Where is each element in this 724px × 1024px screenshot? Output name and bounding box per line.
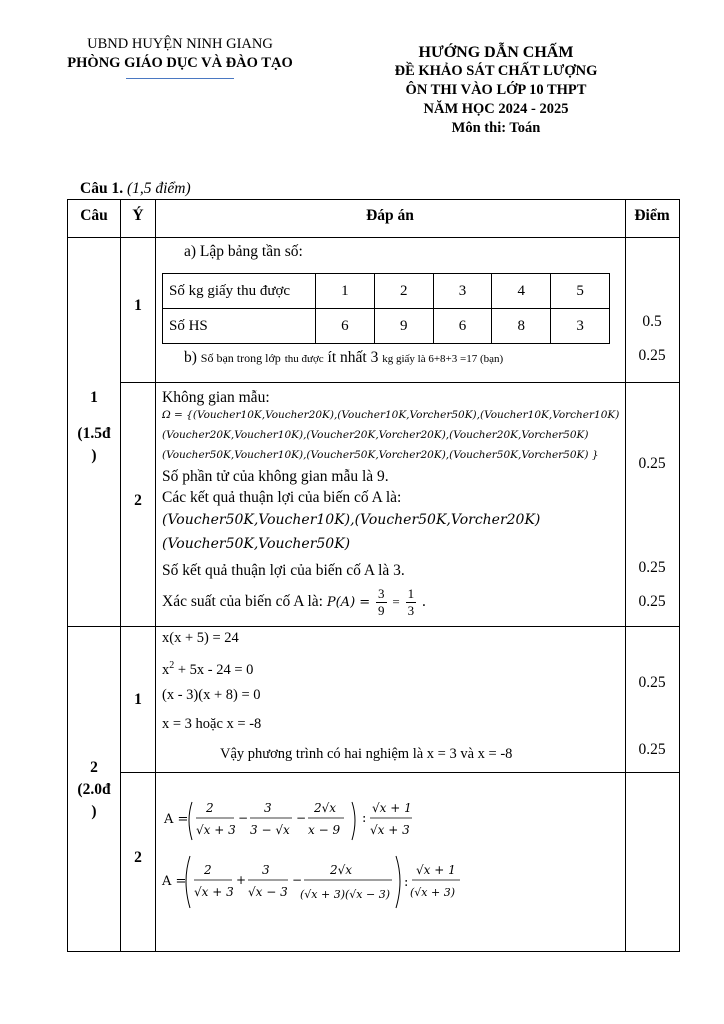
question-1-heading: Câu 1. (1,5 điểm) (80, 180, 191, 197)
paren-left (186, 856, 190, 908)
q2-points-close: ) (91, 803, 97, 820)
svg-text:(√x + 3)(√x − 3): (√x + 3)(√x − 3) (300, 888, 391, 901)
sample-space-line: (Voucher20K,Voucher10K),(Voucher20K,Vorcher20K),(Voucher20K,Vorcher50K) (162, 429, 589, 441)
freq-cell: 3 (551, 309, 610, 344)
svg-text:(√x + 3): (√x + 3) (410, 886, 456, 899)
header-dap-an: Đáp án (366, 207, 414, 224)
q1-part1-index: 1 (134, 297, 142, 314)
equation-line: x(x + 5) = 24 (162, 630, 239, 646)
score: 0.25 (638, 741, 666, 758)
favorable-count: Số kết quả thuận lợi của biến cố A là 3. (162, 562, 405, 579)
freq-row2-label: Số HS (163, 309, 316, 344)
equation-line: x = 3 hoặc x = -8 (162, 716, 262, 732)
department-name: UBND HUYỆN NINH GIANG (87, 36, 273, 52)
score: 0.25 (638, 559, 666, 576)
q2-number: 2 (90, 759, 98, 776)
freq-cell: 6 (433, 309, 492, 344)
freq-cell: 1 (316, 274, 375, 309)
sample-space-count: Số phần tử của không gian mẫu là 9. (162, 468, 389, 485)
svg-text:A =: A = (162, 874, 187, 889)
favorable-line: (Voucher50K,Voucher50K) (162, 536, 351, 552)
score: 0.25 (638, 347, 666, 364)
q1-a-label: a) Lập bảng tần số: (184, 243, 303, 260)
q2-points: (2.0đ (77, 781, 111, 798)
row-divider (68, 626, 679, 627)
table-row (163, 274, 610, 309)
row-divider (120, 772, 679, 773)
exam-purpose: ÔN THI VÀO LỚP 10 THPT (405, 82, 587, 98)
table-row (163, 309, 610, 344)
svg-text:√x + 3: √x + 3 (370, 823, 410, 837)
header-left (55, 35, 305, 79)
row-divider (120, 382, 679, 383)
header-right (360, 43, 632, 138)
equation-conclusion: Vậy phương trình có hai nghiệm là x = 3 và x = -8 (220, 746, 513, 762)
score: 0.5 (642, 313, 662, 330)
equation-line: $x^2 + 5x - 24 = 0$ (162, 660, 254, 678)
svg-text:2: 2 (204, 863, 212, 877)
svg-text:3 − √x: 3 − √x (250, 823, 290, 837)
favorable-label: Các kết quả thuận lợi của biến cố A là: (162, 489, 402, 506)
freq-cell: 4 (492, 274, 551, 309)
svg-text:√x + 1: √x + 1 (416, 863, 456, 877)
office-name: PHÒNG GIÁO DỤC VÀ ĐÀO TẠO (67, 55, 293, 71)
minus-sign: − (296, 811, 307, 825)
freq-cell: 9 (374, 309, 433, 344)
svg-text:A =: A = (164, 812, 189, 827)
expression-a-1 (158, 788, 458, 848)
header-diem: Điểm (634, 207, 670, 224)
freq-cell: 6 (316, 309, 375, 344)
fraction: $\frac{1}{3}$ (407, 585, 415, 618)
svg-text:x − 9: x − 9 (308, 823, 341, 837)
paren-left (189, 802, 192, 840)
sample-space-line: (Voucher50K,Voucher10K),(Voucher50K,Vorcher20K),(Voucher50K,Vorcher50K) } (162, 449, 599, 461)
header-y: Ý (132, 207, 144, 224)
subject: Môn thi: Toán (451, 120, 541, 136)
svg-text:√x + 3: √x + 3 (194, 885, 234, 899)
school-year: NĂM HỌC 2024 - 2025 (423, 101, 569, 117)
probability-line: Xác suất của biến cố A là: P(A) = $\frac{3}{9}$ = $\frac{1}{3}$ . (162, 585, 426, 618)
score: 0.25 (638, 593, 666, 610)
paren-right (352, 802, 355, 840)
q1-part2-index: 2 (134, 492, 142, 509)
svg-text:√x − 3: √x − 3 (248, 885, 288, 899)
freq-cell: 5 (551, 274, 610, 309)
q1-b-answer: b) Số bạn trong lớp thu được ít nhất 3 kg giấy là 6+8+3 =17 (bạn) (184, 349, 504, 366)
exam-name: ĐỀ KHẢO SÁT CHẤT LƯỢNG (394, 63, 598, 79)
expression-a-2 (158, 848, 468, 914)
sample-space-line: Ω = {(Voucher10K,Voucher20K),(Voucher10K,Vorcher50K),(Voucher10K,Vorcher10K) (162, 409, 620, 421)
freq-cell: 8 (492, 309, 551, 344)
minus-sign: − (292, 873, 303, 887)
svg-text:2: 2 (206, 801, 214, 815)
frequency-table (162, 273, 610, 344)
freq-cell: 2 (374, 274, 433, 309)
svg-text:√x + 3: √x + 3 (196, 823, 236, 837)
q2-part2-index: 2 (134, 849, 142, 866)
svg-text:3: 3 (262, 863, 270, 877)
svg-text:2√x: 2√x (330, 863, 353, 877)
freq-cell: 3 (433, 274, 492, 309)
plus-sign: + (236, 873, 247, 887)
score: 0.25 (638, 455, 666, 472)
header-cau: Câu (80, 207, 108, 224)
document-title: HƯỚNG DẪN CHẤM (418, 44, 574, 61)
q2-part1-index: 1 (134, 691, 142, 708)
svg-text::: : (362, 811, 367, 826)
svg-text:2√x: 2√x (314, 801, 337, 815)
row-divider (68, 237, 679, 238)
svg-text:√x + 1: √x + 1 (372, 801, 412, 815)
header-underline (126, 78, 234, 79)
q1-points-close: ) (91, 447, 97, 464)
minus-sign: − (238, 811, 249, 825)
paren-right (396, 856, 400, 908)
q1-points: (1.5đ (77, 425, 111, 442)
sample-space-label: Không gian mẫu: (162, 389, 270, 406)
svg-text::: : (404, 875, 409, 890)
freq-row1-label: Số kg giấy thu được (163, 274, 316, 309)
q1-number: 1 (90, 389, 98, 406)
svg-text:3: 3 (264, 801, 272, 815)
fraction: $\frac{3}{9}$ (378, 585, 385, 618)
score: 0.25 (638, 674, 666, 691)
equation-line: (x - 3)(x + 8) = 0 (162, 687, 261, 703)
favorable-line: (Voucher50K,Voucher10K),(Voucher50K,Vorcher20K) (162, 512, 541, 528)
